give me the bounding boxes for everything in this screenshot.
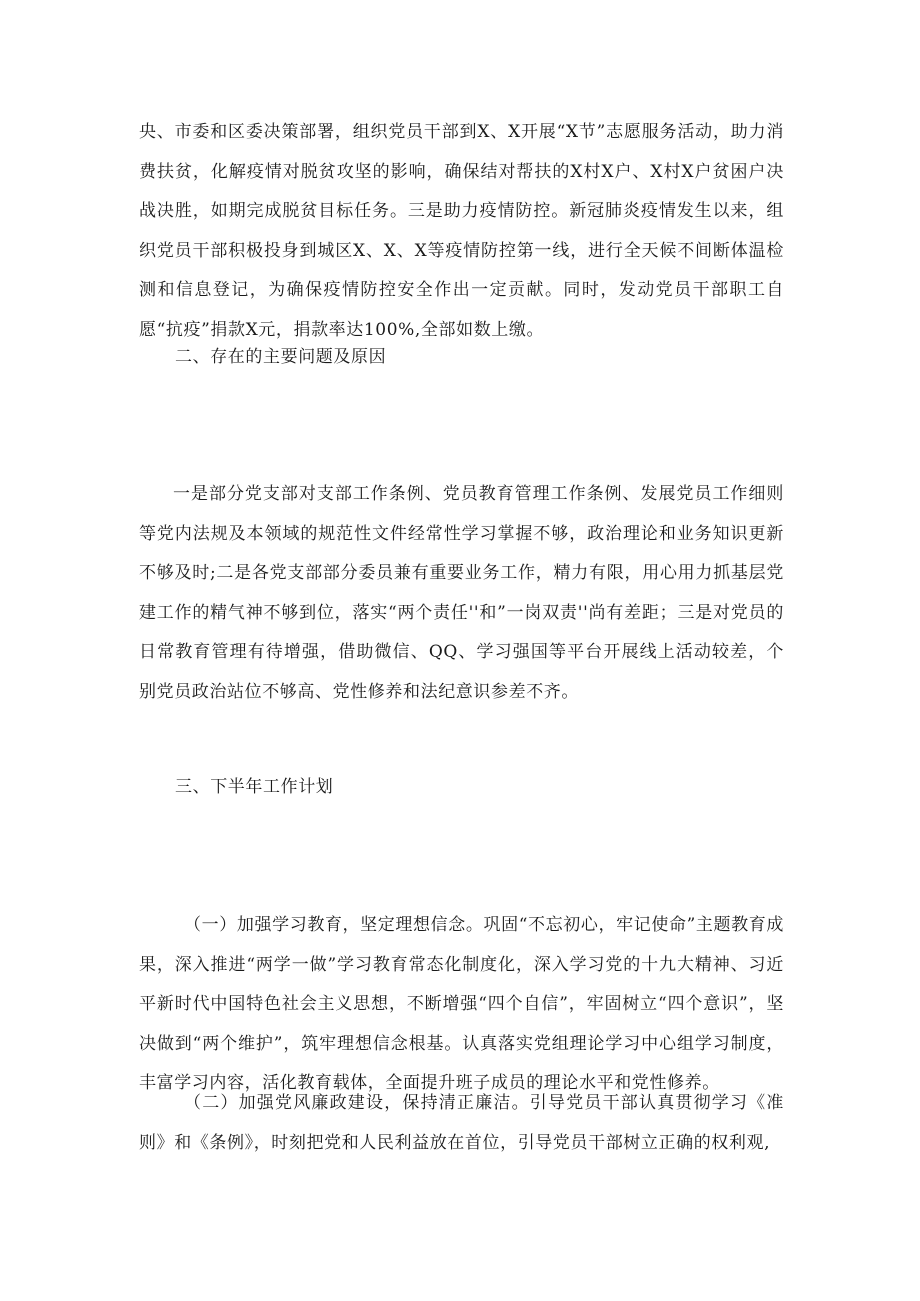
paragraph-continuation: 央、市委和区委决策部署，组织党员干部到X、X开展“X节”志愿服务活动，助力消费扶贫，化解疫情对脱贫攻坚的影响，确保结对帮扶的X村X户、X村X户贫困户决战决胜，如期完成脱贫目标任务。三是助力疫情防控。新冠肺炎疫情发生以来，组织党员干部积极投身到城区X、X、X等疫情防控第一线，进行全天候不间断体温检测和信息登记，为确保疫情防控安全作出一定贡献。同时，发动党员干部职工自愿“抗疫”捐款X元，捐款率达100%,全部如数上缴。 <box>139 122 784 340</box>
section-heading-problems: 二、存在的主要问题及原因 <box>175 347 387 367</box>
paragraph-plan-study: （一）加强学习教育，坚定理想信念。巩固“不忘初心，牢记使命”主题教育成果，深入推进“两学一做”学习教育常态化制度化，深入学习党的十九大精神、习近平新时代中国特色社会主义思想，不断增强“四个自信”，牢固树立“四个意识”，坚决做到“两个维护”，筑牢理想信念根基。认真落实党组理论学习中心组学习制度，丰富学习内容，活化教育载体，全面提升班子成员的理论水平和党性修养。 <box>139 915 784 1093</box>
section-heading-plan: 三、下半年工作计划 <box>175 777 334 797</box>
paragraph-plan-integrity: （二）加强党风廉政建设，保持清正廉洁。引导党员干部认真贯彻学习《准则》和《条例》，时刻把党和人民利益放在首位，引导党员干部树立正确的权利观, <box>139 1093 784 1153</box>
paragraph-problems: 一是部分党支部对支部工作条例、党员教育管理工作条例、发展党员工作细则等党内法规及本领域的规范性文件经常性学习掌握不够，政治理论和业务知识更新不够及时;二是各党支部部分委员兼有重要业务工作，精力有限，用心用力抓基层党建工作的精气神不够到位，落实“两个责任''和”一岗双责''尚有差距；三是对党员的日常教育管理有待增强，借助微信、QQ、学习强国等平台开展线上活动较差，个别党员政治站位不够高、党性修养和法纪意识参差不齐。 <box>139 484 784 702</box>
